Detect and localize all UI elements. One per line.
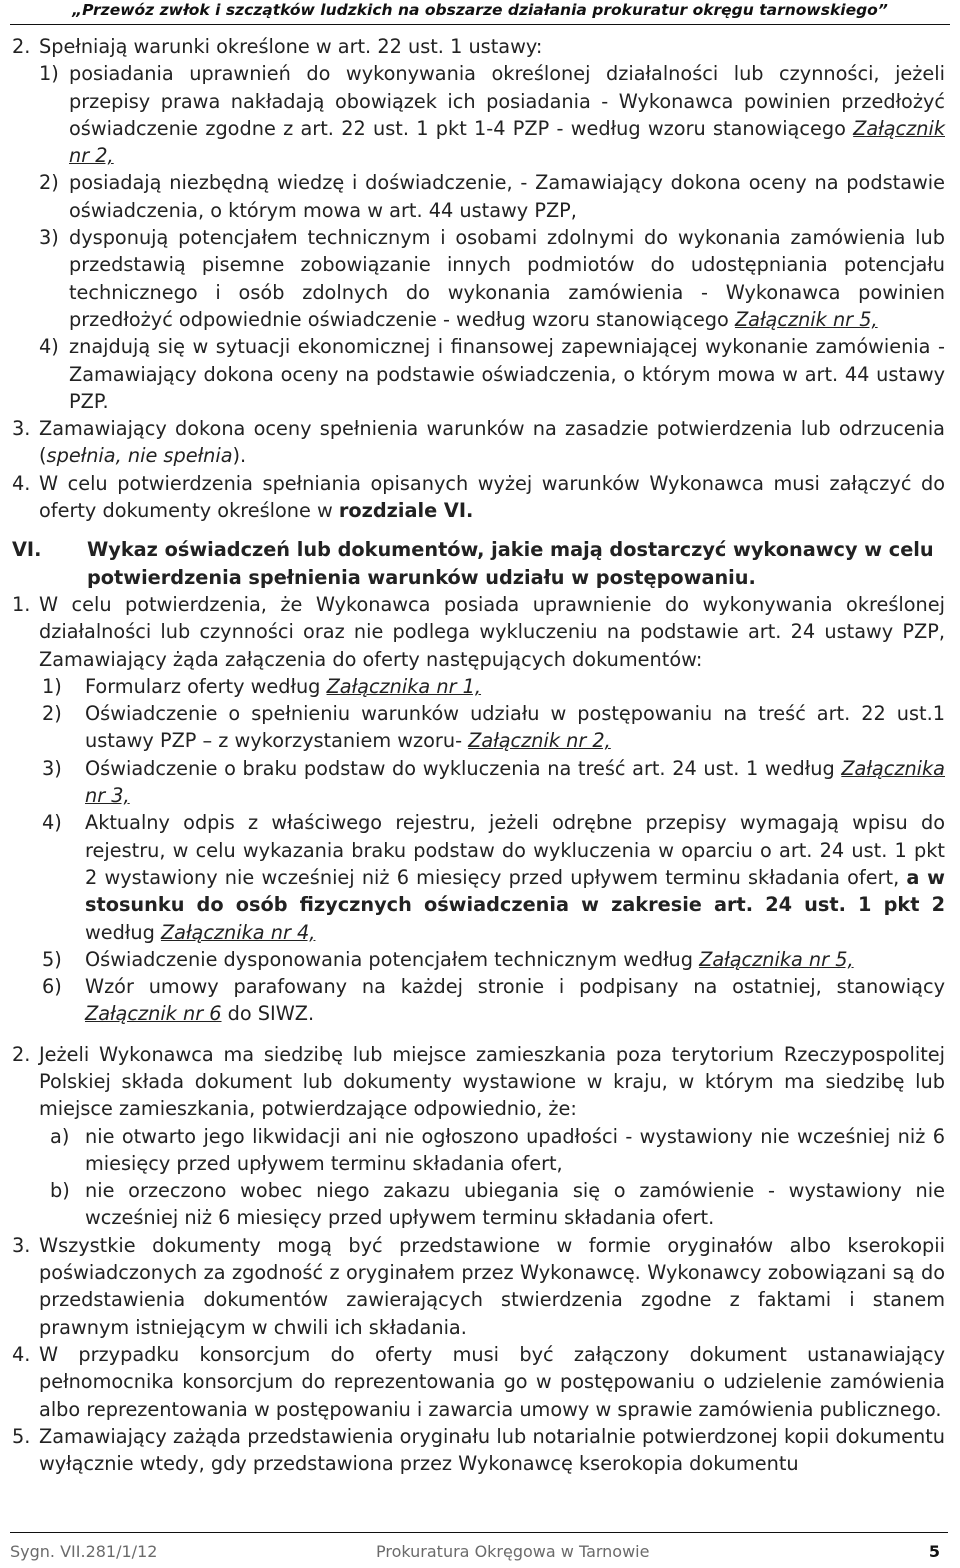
item-number: 2)	[39, 171, 59, 195]
item-body: posiadania uprawnień do wykonywania określonej działalności lub czynności, jeżeli przepisy prawa nakładają obowiązek ich posiadania - Wykonawca powinien przedłożyć oświadczenie zgodne z art. 22 ust. 1 pkt 1-4 PZP - według wzoru stanowiącego	[69, 62, 945, 140]
document-item-2	[12, 700, 945, 755]
paragraph-conditions	[12, 33, 945, 60]
item-letter: b)	[50, 1179, 70, 1203]
item-number: 3)	[42, 756, 62, 780]
condition-item-1	[12, 60, 945, 169]
item-text	[85, 809, 945, 945]
item-text	[85, 755, 945, 810]
paragraph-text	[39, 470, 945, 525]
item-text: nie otwarto jego likwidacji ani nie ogłoszono upadłości - wystawiony nie wcześniej niż 6 miesięcy przed upływem terminu składania ofert,	[85, 1124, 945, 1175]
attachment-link: Załącznika nr 3,	[85, 756, 945, 808]
paragraph-end: ).	[232, 444, 247, 468]
section-title: Wykaz oświadczeń lub dokumentów, jakie mają dostarczyć wykonawcy w celu potwierdzenia spełnienia warunków udziału w postępowaniu.	[87, 538, 934, 589]
document-item-1	[12, 673, 945, 700]
foreign-item-a	[12, 1123, 945, 1178]
paragraph-text	[39, 415, 945, 470]
section-vi-heading	[12, 536, 945, 591]
attachment-link: Załącznik nr 5,	[734, 307, 878, 331]
paragraph-body: W celu potwierdzenia spełniania opisanych wyżej warunków Wykonawca musi załączyć do oferty dokumenty określone w	[39, 471, 945, 523]
attachment-link: Załącznika nr 4,	[160, 920, 316, 944]
paragraph-text: Zamawiający zażąda przedstawienia oryginału lub notarialnie potwierdzonej kopii dokumentu wyłącznie wtedy, gdy przedstawiona przez Wykonawcę kserokopia dokumentu	[39, 1424, 945, 1476]
paragraph-originals	[12, 1423, 945, 1478]
item-text	[85, 700, 945, 755]
paragraph-number: 1.	[12, 592, 31, 616]
item-body: Formularz oferty według	[85, 674, 327, 698]
paragraph-body: Zamawiający dokona oceny spełnienia warunków na zasadzie potwierdzenia lub odrzucenia (	[39, 417, 945, 468]
item-text	[69, 224, 945, 333]
attachment-link: Załącznik nr 6	[85, 1002, 222, 1026]
page-header	[10, 0, 950, 25]
paragraph-required-docs	[12, 591, 945, 673]
item-end: do SIWZ.	[221, 1002, 315, 1026]
item-number: 4)	[42, 811, 62, 835]
bold-phrase: a w stosunku do osób fizycznych oświadczenia w zakresie art. 24 ust. 1 pkt 2	[85, 865, 945, 917]
item-number: 1)	[39, 62, 59, 86]
attachment-link: Załącznika nr 5,	[699, 947, 854, 971]
paragraph-number: 4.	[12, 471, 31, 495]
section-number: VI.	[12, 538, 42, 562]
foreign-item-b	[12, 1177, 945, 1232]
item-letter: a)	[50, 1124, 70, 1148]
item-body: Wzór umowy parafowany na każdej stronie i podpisany na ostatniej, stanowiący	[85, 975, 945, 999]
case-signature: Sygn. VII.281/1/12	[10, 1542, 158, 1561]
office-name: Prokuratura Okręgowa w Tarnowie	[376, 1542, 650, 1561]
paragraph-number: 2.	[12, 1042, 31, 1066]
item-body-cont: według	[85, 920, 161, 944]
page-number: 5	[928, 1542, 940, 1561]
item-text: posiadają niezbędną wiedzę i doświadczenie, - Zamawiający dokona oceny na podstawie oświadczenia, o którym mowa w art. 44 ustawy PZP,	[69, 171, 945, 222]
italic-phrase: spełnia, nie spełnia	[46, 444, 233, 468]
item-body: Oświadczenie o braku podstaw do wykluczenia na treść art. 24 ust. 1 według	[85, 756, 842, 780]
paragraph-documents-ref	[12, 470, 945, 525]
bold-phrase: rozdziale VI.	[338, 499, 474, 523]
paragraph-number: 4.	[12, 1342, 31, 1366]
paragraph-text: Jeżeli Wykonawca ma siedzibę lub miejsce zamieszkania poza terytorium Rzeczypospolitej Polskiej składa dokument lub dokumenty wystawione w kraju, w którym ma siedzibę lub miejsce zamieszkania, potwierdzające odpowiednio, że:	[39, 1042, 945, 1121]
paragraph-text: Wszystkie dokumenty mogą być przedstawione w formie oryginałów albo kserokopii poświadczonych za zgodność z oryginałem przez Wykonawcę. Wykonawcy zobowiązani są do przedstawienia dokumentów zawierających stwierdzenia zgodne z faktami i stanem prawnym istniejącym w chwili ich składania.	[39, 1233, 945, 1339]
condition-item-3	[12, 224, 945, 333]
item-number: 5)	[42, 947, 62, 971]
item-body: Oświadczenie dysponowania potencjałem technicznym według	[85, 947, 700, 971]
item-body: Aktualny odpis z właściwego rejestru, jeżeli odrębne przepisy wymagają wpisu do rejestru, w celu wykazania braku podstaw do wykluczenia w oparciu o art. 24 ust. 1 pkt 2 wystawiony nie wcześniej niż 6 miesięcy przed upływem terminu składania ofert,	[85, 811, 945, 889]
item-text	[85, 973, 945, 1028]
item-number: 4)	[39, 335, 59, 359]
document-item-4	[12, 809, 945, 945]
document-item-6	[12, 973, 945, 1028]
document-body	[12, 33, 945, 1477]
paragraph-text: W celu potwierdzenia, że Wykonawca posiada uprawnienie do wykonywania określonej działalności lub czynności oraz nie podlega wykluczeniu na podstawie art. 24 ustawy PZP, Zamawiający żąda załączenia do oferty następujących dokumentów:	[39, 592, 945, 671]
document-item-5	[12, 946, 945, 973]
item-text	[85, 673, 945, 700]
page-footer	[10, 1532, 948, 1566]
condition-item-2	[12, 169, 945, 224]
paragraph-number: 3.	[12, 417, 31, 441]
condition-item-4	[12, 333, 945, 415]
paragraph-consortium	[12, 1341, 945, 1423]
paragraph-text: Spełniają warunki określone w art. 22 ust. 1 ustawy:	[39, 35, 543, 58]
item-number: 1)	[42, 674, 62, 698]
item-text	[85, 946, 945, 973]
item-number: 2)	[42, 702, 62, 726]
paragraph-number: 2.	[12, 35, 31, 58]
paragraph-number: 3.	[12, 1233, 31, 1257]
item-text	[69, 60, 945, 169]
paragraph-copies	[12, 1232, 945, 1341]
paragraph-assessment	[12, 415, 945, 470]
attachment-link: Załącznik nr 2,	[468, 729, 611, 753]
item-body: dysponują potencjałem technicznym i osobami zdolnymi do wykonania zamówienia lub przedstawią pisemne zobowiązanie innych podmiotów do udostępniania potencjału technicznego i osób zdolnych do wykonania zamówienia - Wykonawca powinien przedłożyć odpowiednie oświadczenie - według wzoru stanowiącego	[69, 226, 945, 331]
header-title: „Przewóz zwłok i szczątków ludzkich na obszarze działania prokuratur okręgu tarnowskiego”	[72, 1, 888, 19]
item-body: Oświadczenie o spełnieniu warunków udziału w postępowaniu na treść art. 22 ust.1 ustawy PZP – z wykorzystaniem wzoru-	[85, 702, 945, 753]
paragraph-number: 5.	[12, 1424, 31, 1448]
item-number: 3)	[39, 226, 59, 250]
item-text: znajdują się w sytuacji ekonomicznej i finansowej zapewniającej wykonanie zamówienia - Zamawiający dokona oceny na podstawie oświadczenia, o którym mowa w art. 44 ustawy PZP.	[69, 335, 945, 413]
item-number: 6)	[42, 975, 62, 999]
paragraph-text: W przypadku konsorcjum do oferty musi być załączony dokument ustanawiający pełnomocnika konsorcjum do reprezentowania go w postępowaniu o udzielenie zamówienia albo reprezentowania w postępowaniu i zawarcia umowy w sprawie zamówienia publicznego.	[39, 1342, 945, 1421]
item-text: nie orzeczono wobec niego zakazu ubiegania się o zamówienie - wystawiony nie wcześniej niż 6 miesięcy przed upływem terminu składania ofert.	[85, 1179, 945, 1230]
attachment-link: Załącznik nr 2,	[69, 116, 945, 168]
document-item-3	[12, 755, 945, 810]
attachment-link: Załącznika nr 1,	[326, 674, 482, 698]
paragraph-foreign	[12, 1041, 945, 1123]
